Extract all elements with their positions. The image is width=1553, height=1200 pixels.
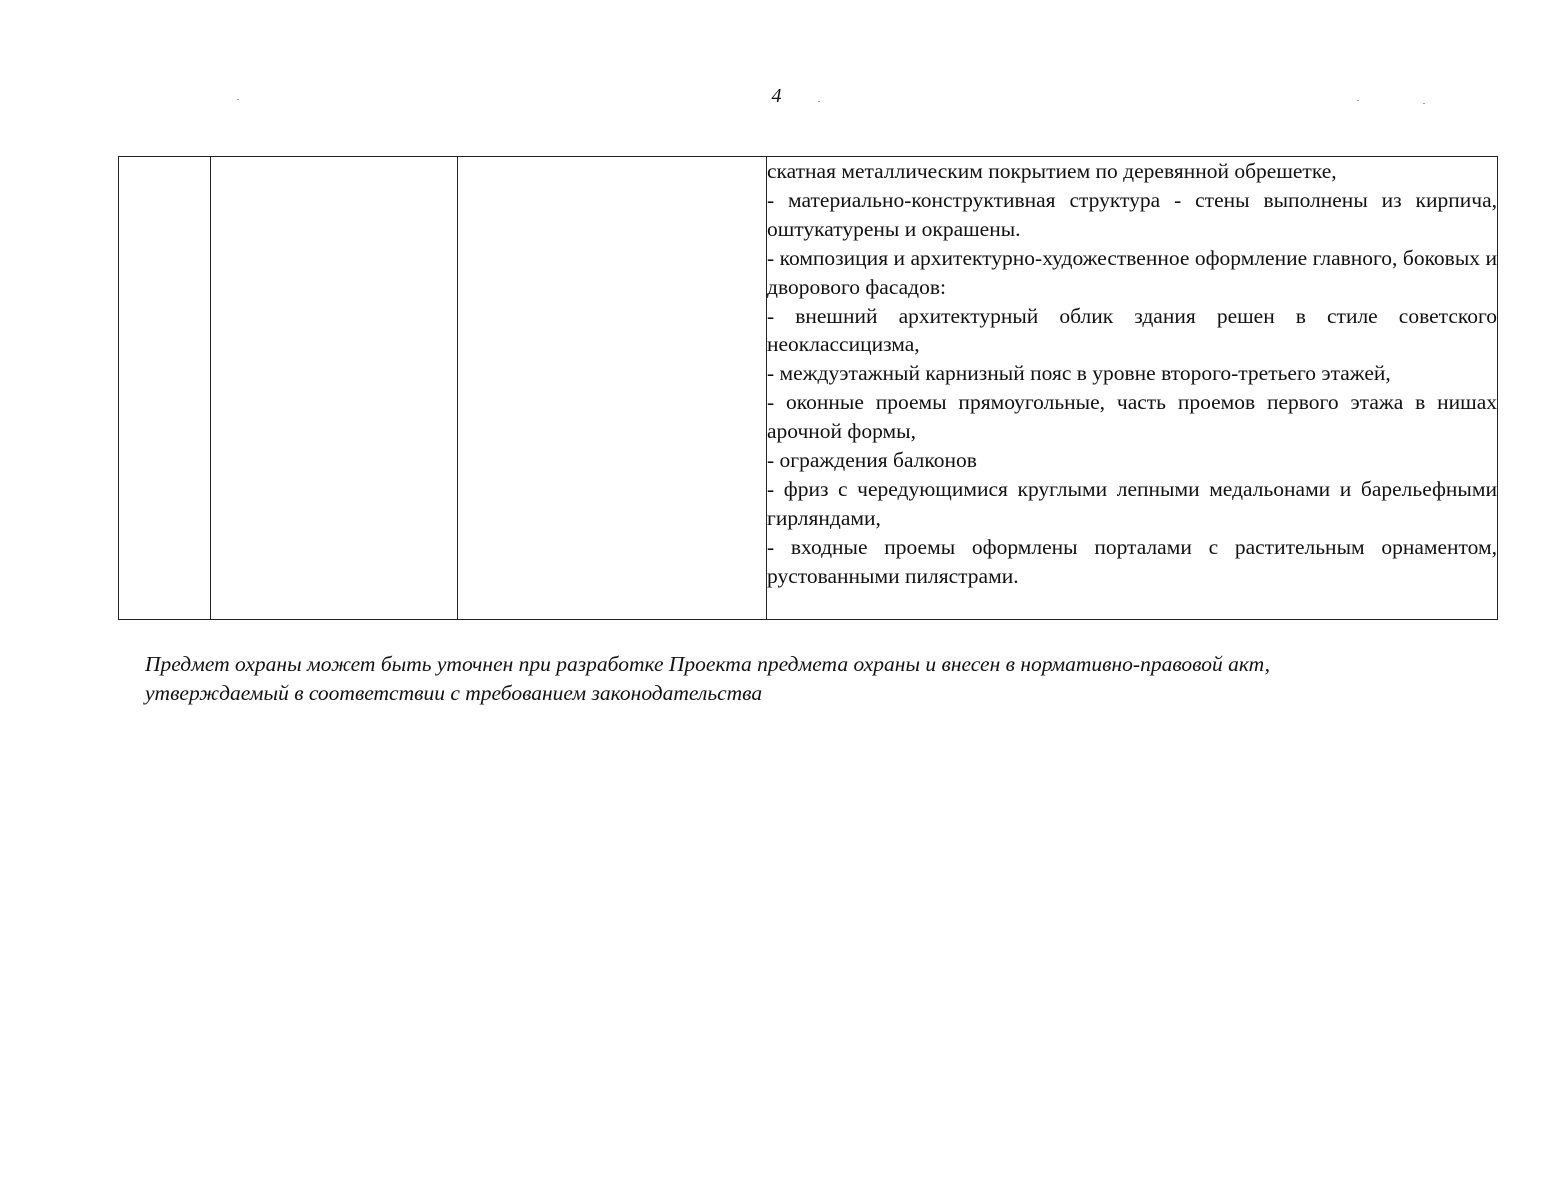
- table-cell-name: [211, 157, 458, 620]
- description-item: - фриз с чередующимися круглыми лепными медальонами и барельефными гирляндами,: [767, 476, 1497, 530]
- scan-mark: [237, 99, 239, 100]
- table-cell-number: [119, 157, 211, 620]
- description-item: - междуэтажный карнизный пояс в уровне второго-третьего этажей,: [767, 361, 1391, 386]
- table-row: [119, 157, 1498, 620]
- scan-mark: [1357, 100, 1359, 101]
- description-item: - внешний архитектурный облик здания решен в стиле советского неоклассицизма,: [767, 303, 1497, 357]
- footnote: Предмет охраны может быть уточнен при разработке Проекта предмета охраны и внесен в нормативно-правовой акт, утверждаемый в соответствии с требованием законодательства: [145, 652, 1271, 705]
- description-item: - ограждения балконов: [767, 448, 977, 473]
- table-cell-protection-subject: [767, 157, 1498, 620]
- page-number: 4: [771, 85, 782, 107]
- description-item: скатная металлическим покрытием по деревянной обрешетке,: [767, 159, 1337, 183]
- description-item: - композиция и архитектурно-художественное оформление главного, боковых и дворового фасадов:: [767, 245, 1497, 299]
- table-cell-address: [458, 157, 767, 620]
- scan-mark: [818, 101, 820, 102]
- scan-mark: [1423, 103, 1425, 104]
- description-item: - оконные проемы прямоугольные, часть проемов первого этажа в нишах арочной формы,: [767, 390, 1497, 444]
- heritage-table: [118, 156, 1498, 620]
- description-item: - материально-конструктивная структура - стены выполнены из кирпича, оштукатурены и окрашены.: [767, 187, 1497, 241]
- description-item: - входные проемы оформлены порталами с растительным орнаментом, рустованными пилястрами.: [767, 534, 1497, 588]
